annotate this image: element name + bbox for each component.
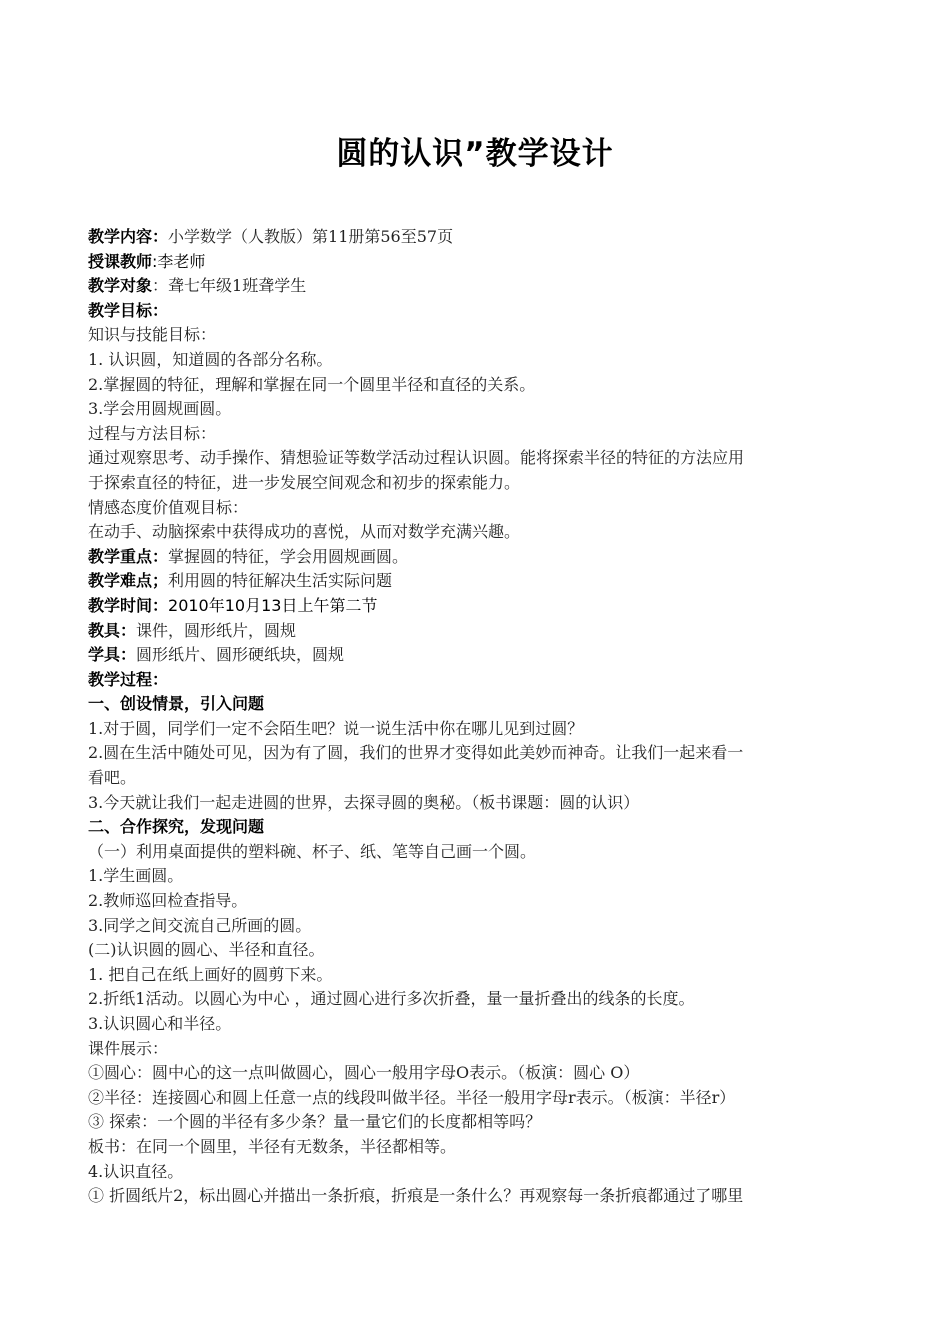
time-value: 2010年10月13日上午第二节 — [168, 595, 378, 615]
section-1-item-2b: 看吧。 — [88, 768, 137, 788]
knowledge-heading: 知识与技能目标： — [88, 325, 217, 345]
key-point-line — [88, 545, 868, 570]
student-tools-value: 圆形纸片、圆形硬纸块，圆规 — [136, 645, 345, 665]
document-title: 圆的认识”教学设计 — [336, 136, 614, 172]
section-2-part-2: (二)认识圆的圆心、半径和直径。 — [88, 940, 325, 960]
section-2-part-2-item-4: 4.认识直径。 — [88, 1161, 184, 1181]
teaching-process-heading: 教学过程： — [88, 669, 169, 689]
difficulty-value: 利用圆的特征解决生活实际问题 — [168, 571, 393, 591]
process-goal-heading: 过程与方法目标： — [88, 423, 217, 443]
section-2-part-2-item-1: 1. 把自己在纸上画好的圆剪下来。 — [88, 964, 333, 984]
teacher-value: :李老师 — [152, 251, 206, 271]
teacher-label: 授课教师 — [88, 251, 153, 271]
document-body — [88, 225, 868, 1209]
teaching-tools-label: 教具： — [88, 620, 137, 640]
teaching-content-label: 教学内容： — [88, 227, 169, 246]
teaching-content-line — [88, 225, 868, 250]
teaching-tools-line — [88, 619, 868, 644]
key-point-label: 教学重点： — [88, 546, 169, 566]
courseware-heading: 课件展示： — [88, 1038, 169, 1058]
teaching-tools-value: 课件，圆形纸片，圆规 — [136, 620, 297, 640]
section-2-part-1: （一）利用桌面提供的塑料碗、杯子、纸、笔等自己画一个圆。 — [88, 841, 537, 861]
student-tools-line — [88, 643, 868, 668]
section-1-item-3: 3.今天就让我们一起走进圆的世界，去探寻圆的奥秘。（板书课题：圆的认识） — [88, 792, 640, 812]
section-2-part-1-item-2: 2.教师巡回检查指导。 — [88, 891, 248, 911]
audience-line — [88, 274, 868, 299]
knowledge-item-1: 1. 认识圆，知道圆的各部分名称。 — [88, 349, 333, 369]
emotion-goal-text: 在动手、动脑探索中获得成功的喜悦，从而对数学充满兴趣。 — [88, 522, 521, 542]
key-point-value: 掌握圆的特征，学会用圆规画圆。 — [168, 546, 409, 566]
teacher-line — [88, 250, 868, 275]
audience-value: ：聋七年级1班聋学生 — [152, 276, 307, 296]
knowledge-item-3: 3.学会用圆规画圆。 — [88, 399, 232, 419]
student-tools-label: 学具： — [88, 645, 137, 665]
emotion-goal-heading: 情感态度价值观目标： — [88, 497, 249, 517]
blackboard-note: 板书：在同一个圆里，半径有无数条，半径都相等。 — [88, 1136, 457, 1156]
section-1-item-1: 1.对于圆，同学们一定不会陌生吧？说一说生活中你在哪儿见到过圆？ — [88, 718, 584, 738]
courseware-item-3: ③ 探索：一个圆的半径有多少条？量一量它们的长度都相等吗？ — [88, 1112, 542, 1132]
process-goal-text-1: 通过观察思考、动手操作、猜想验证等数学活动过程认识圆。能将探索半径的特征的方法应用 — [88, 448, 745, 468]
section-2-part-2-item-2: 2.折纸1活动。以圆心为中心 ，通过圆心进行多次折叠，量一量折叠出的线条的长度。 — [88, 989, 695, 1009]
teaching-content-value: 小学数学（人教版）第11册第56至57页 — [168, 227, 454, 246]
section-1-item-2a: 2.圆在生活中随处可见，因为有了圆，我们的世界才变得如此美妙而神奇。让我们一起来看一 — [88, 743, 744, 763]
process-goal-text-2: 于探索直径的特征，进一步发展空间观念和初步的探索能力。 — [88, 472, 521, 492]
section-2-heading: 二、合作探究，发现问题 — [88, 817, 265, 837]
section-2-part-2-item-3: 3.认识圆心和半径。 — [88, 1014, 232, 1033]
courseware-item-1: ①圆心：圆中心的这一点叫做圆心，圆心一般用字母O表示。（板演：圆心 O） — [88, 1063, 640, 1083]
difficulty-label: 教学难点； — [88, 571, 169, 591]
difficulty-line — [88, 569, 868, 594]
knowledge-item-2: 2.掌握圆的特征，理解和掌握在同一个圆里半径和直径的关系。 — [88, 374, 536, 394]
courseware-item-2: ②半径：连接圆心和圆上任意一点的线段叫做半径。半径一般用字母r表示。（板演：半径r） — [88, 1087, 736, 1107]
goals-heading: 教学目标： — [88, 300, 169, 320]
time-line — [88, 594, 868, 619]
time-label: 教学时间： — [88, 595, 169, 615]
section-2-part-1-item-1: 1.学生画圆。 — [88, 866, 184, 886]
audience-label: 教学对象 — [88, 276, 153, 296]
section-2-part-1-item-3: 3.同学之间交流自己所画的圆。 — [88, 915, 312, 935]
diameter-item-1: ① 折圆纸片2，标出圆心并描出一条折痕，折痕是一条什么？再观察每一条折痕都通过了哪里 — [88, 1186, 744, 1206]
section-1-heading: 一、创设情景，引入问题 — [88, 694, 265, 714]
